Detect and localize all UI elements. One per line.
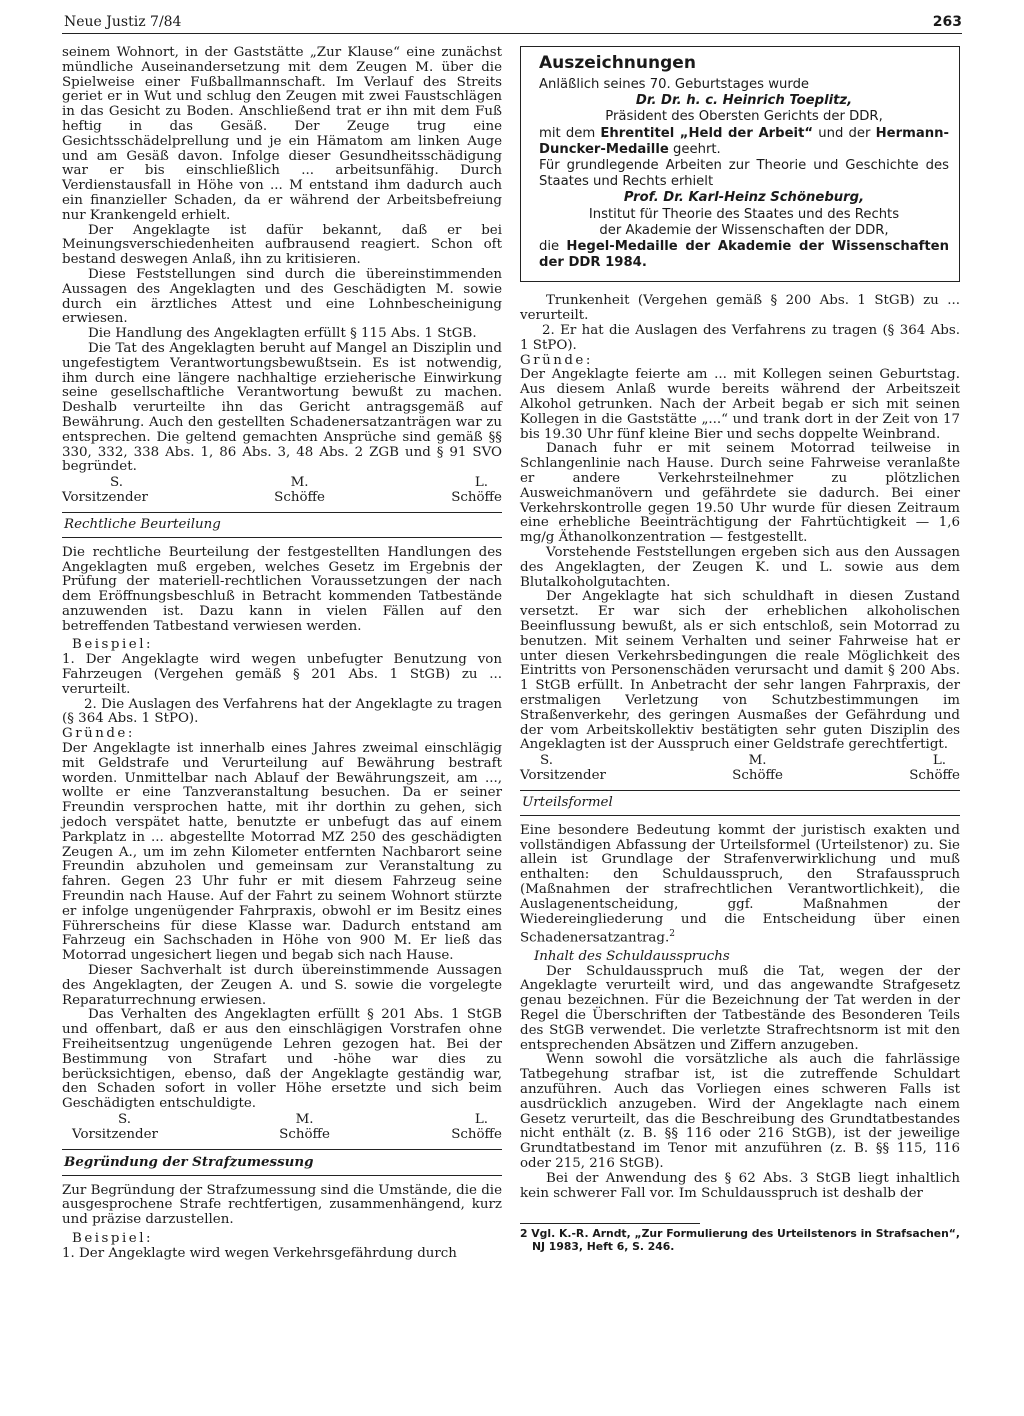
example-item: Trunkenheit (Vergehen gemäß § 200 Abs. 1 StGB) zu ... verurteilt. [520,293,960,324]
reasons-label: Gründe: [520,352,593,368]
signature-chair: S. Vorsitzender [62,475,148,505]
paragraph: Vorstehende Feststellungen ergeben sich aus den Aussagen des Angeklagten, der Zeugen K. und L. sowie aus dem Blutalkoholgutachten. [520,544,960,590]
paragraph: Der Angeklagte ist innerhalb eines Jahres zweimal einschlägig mit Geldstrafe und Verurteilung auf Bewährung bestraft worden. Unmittelbar nach Ablauf der Bewährungszeit, am ..., wollte er eine Tanzveranstaltung besuchen. Da er seiner Freundin versprochen hatte, mit ihr dorthin zu gehen, sich jedoch verspätet hatte, benutzte er unbefugt das auf einem Parkplatz in ... abgestellte Motorrad MZ 250 des geschädigten Zeugen A., um im zehn Kilometer entfernten Nachbarort seine Freundin abzuholen und gemeinsam zur Veranstaltung zu fahren. Gegen 23 Uhr fuhr er mit diesem Fahrzeug seine Freundin nach Hause. Auf der Fahrt zu seinem Wohnort stürzte er infolge ungenügender Fahrpraxis, obwohl er im Besitz eines Führerscheins für diese Klasse war. Dadurch entstand am Fahrzeug ein Sachschaden in Höhe von 900 M. Er ließ das Motorrad ungesichert liegen und begab sich nach Hause. [62,741,502,964]
paragraph: Die Tat des Angeklagten beruht auf Mangel an Disziplin und ungefestigtem Verantwortungsbewußtsein. Es ist notwendig, ihm durch eine längere nachhaltige erzieherische Einwirkung seine gesellschaftliche Verantwortung bewußt zu machen. Deshalb verurteilte ihn das Gericht antragsgemäß auf Bewährung. Auch den gestellten Schadenersatzanträgen war zu entsprechen. Die geltend gemachten Ansprüche sind gemäß §§ 330, 332, 338 Abs. 1, 86 Abs. 3, 48 Abs. 2 ZGB und § 91 SVO begründet. [62,340,502,475]
paragraph: Diese Feststellungen sind durch die übereinstimmenden Aussagen des Angeklagten und des Geschädigten M. sowie durch ein ärztliches Attest und eine Lohnbescheinigung erwiesen. [62,266,502,327]
awards-box [520,46,960,282]
signature-block [520,754,960,784]
awards-line: Anläßlich seines 70. Geburtstages wurde [539,77,810,92]
example-item: 2. Er hat die Auslagen des Verfahrens zu tragen (§ 364 Abs. 1 StPO). [520,323,960,353]
paragraph: Danach fuhr er mit seinem Motorrad teilweise in Schlangenlinie nach Hause. Durch seine Fahrweise veranlaßte er andere Verkehrsteilnehmer zu plötzlichen Ausweichmanövern und gefährdete sie dadurch. Bei einer Verkehrskontrolle gegen 19.50 Uhr wurde für diesen Zeitraum eine erhebliche Beeinträchtigung der Fahrtüchtigkeit — 1,6 mg/g Äthanolkonzentration — festgestellt. [520,441,960,546]
signature-block [62,476,502,506]
reasons-label: Gründe: [62,726,135,742]
example-label: Beispiel: [72,637,153,653]
section-heading-rechtliche-beurteilung: Rechtliche Beurteilung [62,512,502,538]
example-item: 2. Die Auslagen des Verfahrens hat der Angeklagte zu tragen (§ 364 Abs. 1 StPO). [62,696,502,727]
subheading: Inhalt des Schuldausspruchs [534,948,730,964]
award-text: mit dem Ehrentitel „Held der Arbeit“ und der Hermann-Duncker-Medaille geehrt. [539,125,949,157]
honoree-institute: der Akademie der Wissenschaften der DDR, [599,222,889,238]
honoree-title: Präsident des Obersten Gerichts der DDR, [605,109,883,125]
page-number: 263 [932,14,962,30]
header-rule [62,33,962,34]
paragraph: Der Schuldausspruch muß die Tat, wegen der der Angeklagte verurteilt wird, und das angewandte Strafgesetz genau bezeichnen. Für die Bezeichnung der Tat werden in der Regel die Überschriften der Tatbestände des Besonderen Teils des StGB verwendet. Die verletzte Strafrechtsnorm ist mit den entsprechenden Absätzen und Ziffern anzugeben. [520,963,960,1053]
awards-title: Auszeichnungen [539,53,696,73]
example-item: 1. Der Angeklagte wird wegen unbefugter Benutzung von Fahrzeugen (Vergehen gemäß § 201 Abs. 1 StGB) zu ... verurteilt. [62,652,502,697]
paragraph: Der Angeklagte ist dafür bekannt, daß er bei Meinungsverschiedenheiten aufbrausend reagiert. Schon oft bestand deswegen Anlaß, ihn zu kritisieren. [62,222,502,268]
right-column [520,46,960,1254]
honoree-name: Prof. Dr. Karl-Heinz Schöneburg, [623,190,865,206]
footnote: 2 Vgl. K.-R. Arndt, „Zur Formulierung des Urteilstenors in Strafsachen“, NJ 1983, Heft 6, S. 246. [520,1227,960,1254]
paragraph: Bei der Anwendung des § 62 Abs. 3 StGB liegt inhaltlich kein schwerer Fall vor. Im Schuldausspruch ist deshalb der [520,1170,960,1201]
signature-block [62,1113,502,1143]
paragraph: Das Verhalten des Angeklagten erfüllt § 201 Abs. 1 StGB und offenbart, daß er aus den einschlägigen Vorstrafen ohne Freiheitsentzug ungenügende Lehren gezogen hat. Bei der Bestimmung von Strafart und -höhe war dies zu berücksichtigen, ebenso, daß der Angeklagte geständig war, den Schaden sofort in voller Höhe ersetzte und sich beim Geschädigten entschuldigte. [62,1007,502,1112]
section-heading-urteilsformel: Urteilsformel [520,790,960,816]
section-heading-strafzumessung: Begründung der Strafzumessung [62,1149,502,1176]
honoree-institute: Institut für Theorie des Staates und des Rechts [588,206,900,222]
left-column [62,46,502,1262]
journal-title: Neue Justiz 7/84 [64,14,182,30]
paragraph: Zur Begründung der Strafzumessung sind die Umstände, die die ausgesprochene Strafe rechtfertigen, zusammenhängend, kurz und präzise darzustellen. [62,1182,502,1228]
paragraph: Dieser Sachverhalt ist durch übereinstimmende Aussagen des Angeklagten, der Zeugen A. und S. sowie die vorgelegte Reparaturrechnung erwiesen. [62,963,502,1008]
signature-chair: S. Vorsitzender [72,1111,158,1142]
signature-lay-judge-m: M. Schöffe [274,475,325,505]
paragraph: Wenn sowohl die vorsätzliche als auch die fahrlässige Tatbegehung strafbar ist, ist die zutreffende Schuldart anzuführen. Auch das Vorliegen eines schweren Falls ist ausdrücklich anzugeben. Wird der Angeklagte nach einem Gesetz verurteilt, das die Beschreibung des Grundtatbestandes nicht enthält (z. B. §§ 116 oder 216 StGB), ist der jeweilige Grundtatbestand im Tenor mit anzuführen (z. B. §§ 115, 116 oder 215, 216 StGB). [520,1052,960,1171]
paragraph: seinem Wohnort, in der Gaststätte „Zur Klause“ eine zunächst mündliche Auseinandersetzung mit dem Zeugen M. über die Spielweise einer Fußballmannschaft. Im Verlauf des Streits geriet er in Wut und schlug den Zeugen mit zwei Faustschlägen in das Gesicht zu Boden. Anschließend trat er ihn mit dem Fuß heftig in das Gesäß. Der Zeuge trug eine Gesichtsschädelprellung und je ein Hämatom am linken Auge und am Gesäß davon. Infolge dieser Gesundheitsschädigung war er bis einschließlich ... arbeitsunfähig. Durch Verdienstausfall in Höhe von ... M entstand ihm dadurch auch ein finanzieller Schaden, da er während der Arbeitsbefreiung nur Krankengeld erhielt. [62,45,502,223]
example-item: 1. Der Angeklagte wird wegen Verkehrsgefährdung durch [62,1245,457,1261]
signature-lay-judge-m: M. Schöffe [279,1111,330,1142]
signature-lay-judge-l: L. Schöffe [909,753,960,783]
awards-line: Für grundlegende Arbeiten zur Theorie und Geschichte des Staates und Rechts erhielt [539,158,949,190]
paragraph: Eine besondere Bedeutung kommt der juristisch exakten und vollständigen Abfassung der Urteilsformel (Urteilstenor) zu. Sie allein ist Grundlage der Strafenverwirklichung und muß enthalten: den Schuldausspruch, den Strafausspruch (Maßnahmen der strafrechtlichen Verantwortlichkeit), die Auslagenentscheidung, ggf. Maßnahmen der Wiedereingliederung und die Entscheidung über einen Schadenersatzantrag.$^2$ [520,822,960,946]
footnote-ref: 2 [669,929,675,940]
paragraph: Die Handlung des Angeklagten erfüllt § 115 Abs. 1 StGB. [88,326,477,342]
signature-lay-judge-l: L. Schöffe [451,475,502,505]
award-text: die Hegel-Medaille der Akademie der Wissenschaften der DDR 1984. [539,239,949,271]
honoree-name: Dr. Dr. h. c. Heinrich Toeplitz, [635,93,853,109]
signature-chair: S. Vorsitzender [520,753,606,783]
paragraph: Der Angeklagte hat sich schuldhaft in diesen Zustand versetzt. Er war sich der erheblichen alkoholischen Beeinflussung bewußt, als er sich entschloß, sein Motorrad zu benutzen. Mit seinem Verhalten und seiner Fahrweise hat er unter diesen Verkehrsbedingungen die reale Möglichkeit des Eintritts von Personenschäden verursacht und damit § 200 Abs. 1 StGB erfüllt. In Anbetracht der sehr langen Fahrpraxis, der erstmaligen Verletzung von Schutzbestimmungen im Straßenverkehr, des geringen Ausmaßes der Gefährdung und der vom Arbeitskollektiv bestätigten sehr guten Disziplin des Angeklagten ist der Ausspruch einer Geldstrafe gerechtfertigt. [520,589,960,753]
paragraph: Der Angeklagte feierte am ... mit Kollegen seinen Geburtstag. Aus diesem Anlaß wurde bereits während der Arbeitszeit Alkohol getrunken. Nach der Arbeit begab er sich mit seinen Kollegen in die Gaststätte „...“ und trank dort in der Zeit von 17 bis 19.30 Uhr fünf kleine Bier und sechs doppelte Weinbrand. [520,367,960,442]
example-label: Beispiel: [72,1230,153,1246]
signature-lay-judge-l: L. Schöffe [451,1111,502,1142]
footnote-rule [520,1223,700,1224]
signature-lay-judge-m: M. Schöffe [732,753,783,783]
paragraph: Die rechtliche Beurteilung der festgestellten Handlungen des Angeklagten muß ergeben, welches Gesetz im Ergebnis der Prüfung der materiell-rechtlichen Voraussetzungen der nach dem Eröffnungsbeschluß in Betracht kommenden Tatbestände anzuwenden ist. Dazu kann in vielen Fällen auf den betreffenden Tatbestand verwiesen werden. [62,544,502,634]
